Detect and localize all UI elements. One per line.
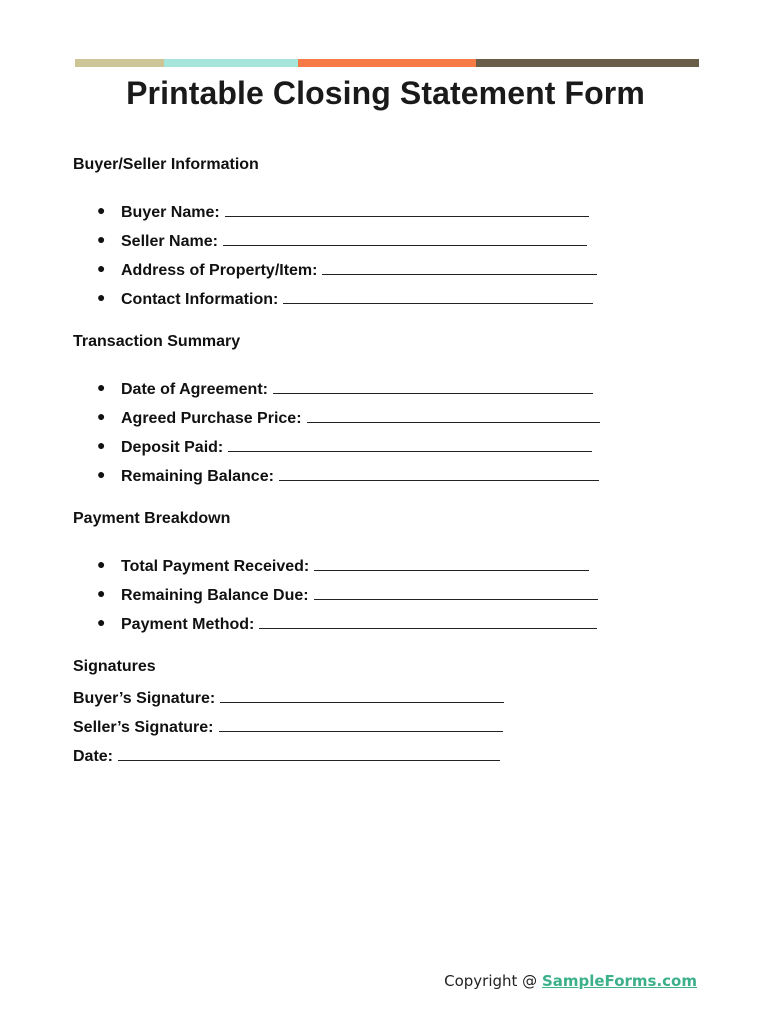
field-seller-name bbox=[73, 229, 713, 258]
field-remaining-balance-due bbox=[73, 583, 713, 612]
bullet-icon: ● bbox=[97, 231, 106, 247]
field-label: Date of Agreement: bbox=[121, 381, 268, 398]
stripe-segment-2 bbox=[164, 59, 298, 67]
field-label: Agreed Purchase Price: bbox=[121, 410, 302, 427]
field-label: Remaining Balance Due: bbox=[121, 587, 309, 604]
seller-signature-row bbox=[73, 715, 713, 744]
buyer-signature-row bbox=[73, 686, 713, 715]
copyright-footer bbox=[444, 972, 697, 990]
transaction-fields bbox=[73, 377, 713, 484]
field-label: Contact Information: bbox=[121, 291, 279, 308]
field-label: Remaining Balance: bbox=[121, 468, 274, 485]
field-label: Buyer Name: bbox=[121, 204, 220, 221]
field-label: Seller’s Signature: bbox=[73, 719, 214, 736]
date-input[interactable] bbox=[118, 744, 500, 761]
field-address bbox=[73, 258, 713, 287]
field-label: Buyer’s Signature: bbox=[73, 690, 216, 707]
bullet-icon: ● bbox=[97, 614, 106, 630]
seller-signature-input[interactable] bbox=[219, 715, 503, 732]
remaining-balance-due-input[interactable] bbox=[314, 583, 598, 600]
address-input[interactable] bbox=[322, 258, 597, 275]
total-payment-input[interactable] bbox=[314, 554, 589, 571]
section-title-payment: Payment Breakdown bbox=[73, 510, 231, 527]
page-title: Printable Closing Statement Form bbox=[126, 75, 645, 111]
section-title-signatures: Signatures bbox=[73, 658, 156, 675]
stripe-segment-3 bbox=[298, 59, 476, 67]
section-title-transaction: Transaction Summary bbox=[73, 333, 241, 350]
date-row bbox=[73, 744, 713, 773]
field-purchase-price bbox=[73, 406, 713, 435]
field-label: Total Payment Received: bbox=[121, 558, 310, 575]
field-payment-method bbox=[73, 612, 713, 632]
bullet-icon: ● bbox=[97, 408, 106, 424]
remaining-balance-input[interactable] bbox=[279, 464, 599, 481]
buyer-signature-input[interactable] bbox=[220, 686, 504, 703]
field-label: Address of Property/Item: bbox=[121, 262, 318, 279]
field-label: Seller Name: bbox=[121, 233, 218, 250]
purchase-price-input[interactable] bbox=[307, 406, 600, 423]
stripe-segment-4 bbox=[476, 59, 699, 67]
brand-link[interactable]: SampleForms.com bbox=[541, 972, 697, 990]
bullet-icon: ● bbox=[97, 466, 106, 482]
section-title-buyer-seller: Buyer/Seller Information bbox=[73, 156, 259, 173]
payment-method-input[interactable] bbox=[259, 612, 597, 629]
field-label: Deposit Paid: bbox=[121, 439, 224, 456]
date-of-agreement-input[interactable] bbox=[273, 377, 593, 394]
stripe-segment-1 bbox=[75, 59, 164, 67]
field-deposit-paid bbox=[73, 435, 713, 464]
seller-name-input[interactable] bbox=[223, 229, 587, 246]
field-buyer-name bbox=[73, 200, 713, 229]
field-label: Date: bbox=[73, 748, 114, 765]
bullet-icon: ● bbox=[97, 556, 106, 572]
contact-input[interactable] bbox=[283, 287, 593, 304]
buyer-name-input[interactable] bbox=[225, 200, 589, 217]
field-contact bbox=[73, 287, 713, 307]
bullet-icon: ● bbox=[97, 585, 106, 601]
bullet-icon: ● bbox=[97, 437, 106, 453]
buyer-seller-fields bbox=[73, 200, 713, 307]
bullet-icon: ● bbox=[97, 379, 106, 395]
field-label: Payment Method: bbox=[121, 616, 255, 633]
bullet-icon: ● bbox=[97, 289, 106, 305]
bullet-icon: ● bbox=[97, 260, 106, 276]
payment-fields bbox=[73, 554, 713, 632]
field-remaining-balance bbox=[73, 464, 713, 484]
bullet-icon: ● bbox=[97, 202, 106, 218]
form-body bbox=[73, 155, 713, 773]
copyright-text: Copyright @ bbox=[444, 972, 542, 990]
field-total-payment bbox=[73, 554, 713, 583]
color-stripe bbox=[75, 59, 699, 67]
deposit-paid-input[interactable] bbox=[228, 435, 592, 452]
field-date-of-agreement bbox=[73, 377, 713, 406]
